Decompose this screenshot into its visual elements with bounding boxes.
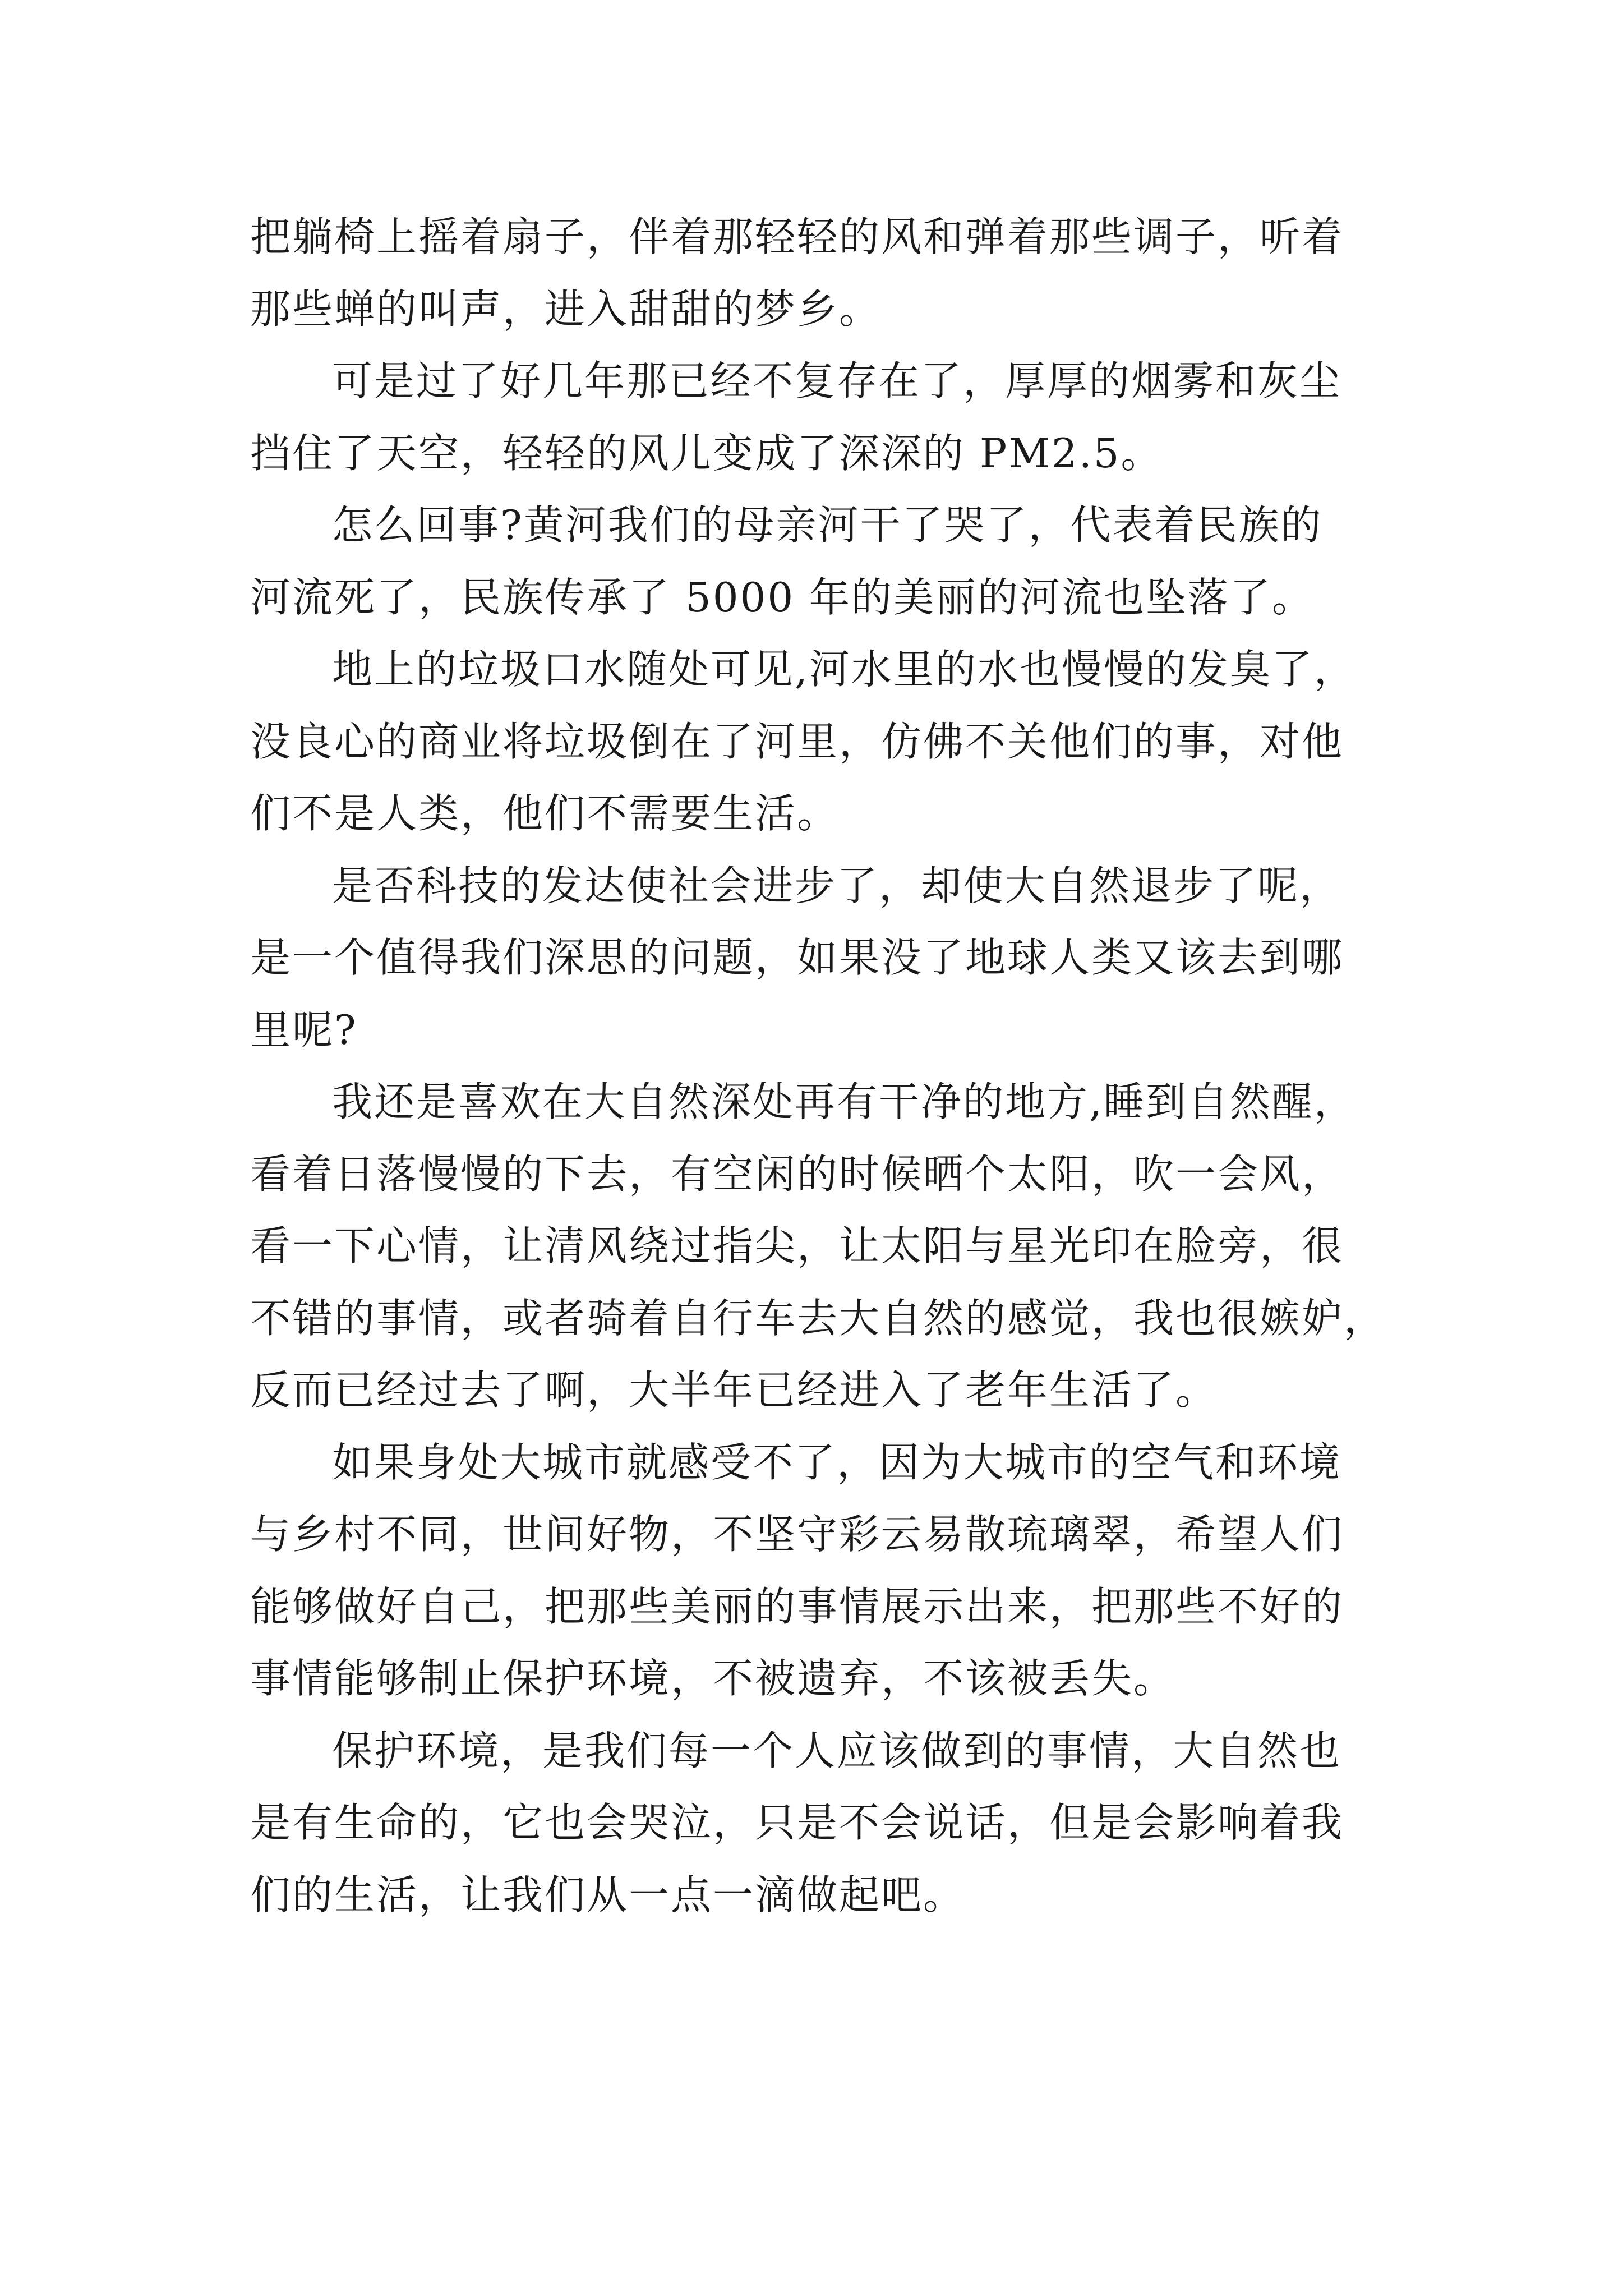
- text-line: 与乡村不同，世间好物，不坚守彩云易散琉璃翠，希望人们: [250, 1511, 1344, 1558]
- paragraph: [250, 633, 1389, 850]
- text-line: 没良心的商业将垃圾倒在了河里，仿佛不关他们的事，对他: [250, 717, 1344, 765]
- text-line: 把躺椅上摇着扇子，伴着那轻轻的风和弹着那些调子，听着: [250, 213, 1344, 260]
- text-line: 可是过了好几年那已经不复存在了，厚厚的烟雾和灰尘: [332, 357, 1342, 404]
- paragraph: [250, 1066, 1389, 1427]
- document-body: [250, 201, 1389, 1931]
- text-line: 看一下心情，让清风绕过指尖，让太阳与星光印在脸旁，很: [250, 1222, 1344, 1269]
- text-line: 反而已经过去了啊，大半年已经进入了老年生活了。: [250, 1366, 1218, 1414]
- text-line: 那些蝉的叫声，进入甜甜的梦乡。: [250, 285, 882, 333]
- paragraph: [250, 1715, 1389, 1931]
- text-line: 保护环境，是我们每一个人应该做到的事情，大自然也: [332, 1727, 1342, 1774]
- text-line: 能够做好自己，把那些美丽的事情展示出来，把那些不好的: [250, 1582, 1344, 1630]
- text-line: 事情能够制止保护环境，不被遗弃，不该被丢失。: [250, 1655, 1176, 1702]
- paragraph: [250, 1427, 1389, 1715]
- text-line: 怎么回事?黄河我们的母亲河干了哭了，代表着民族的: [332, 501, 1323, 549]
- paragraph: [250, 345, 1389, 489]
- paragraph: [250, 489, 1389, 633]
- text-line: 里呢?: [250, 1006, 358, 1053]
- paragraph: [250, 201, 1389, 345]
- text-line: 挡住了天空，轻轻的风儿变成了深深的 PM2.5。: [250, 429, 1163, 477]
- text-line: 地上的垃圾口水随处可见,河水里的水也慢慢的发臭了，: [332, 646, 1356, 693]
- text-line: 看着日落慢慢的下去，有空闲的时候晒个太阳，吹一会风，: [250, 1150, 1344, 1198]
- text-line: 河流死了，民族传承了 5000 年的美丽的河流也坠落了。: [250, 573, 1315, 621]
- text-line: 们的生活，让我们从一点一滴做起吧。: [250, 1871, 966, 1918]
- text-line: 我还是喜欢在大自然深处再有干净的地方,睡到自然醒，: [332, 1078, 1356, 1125]
- paragraph: [250, 850, 1389, 1066]
- text-line: 们不是人类，他们不需要生活。: [250, 790, 840, 837]
- text-line: 是有生命的，它也会哭泣，只是不会说话，但是会影响着我: [250, 1799, 1344, 1846]
- text-line: 是否科技的发达使社会进步了，却使大自然退步了呢，: [332, 862, 1342, 909]
- text-line: 是一个值得我们深思的问题，如果没了地球人类又该去到哪: [250, 934, 1344, 981]
- text-line: 如果身处大城市就感受不了，因为大城市的空气和环境: [332, 1438, 1342, 1486]
- text-line: 不错的事情，或者骑着自行车去大自然的感觉，我也很嫉妒，: [250, 1294, 1386, 1342]
